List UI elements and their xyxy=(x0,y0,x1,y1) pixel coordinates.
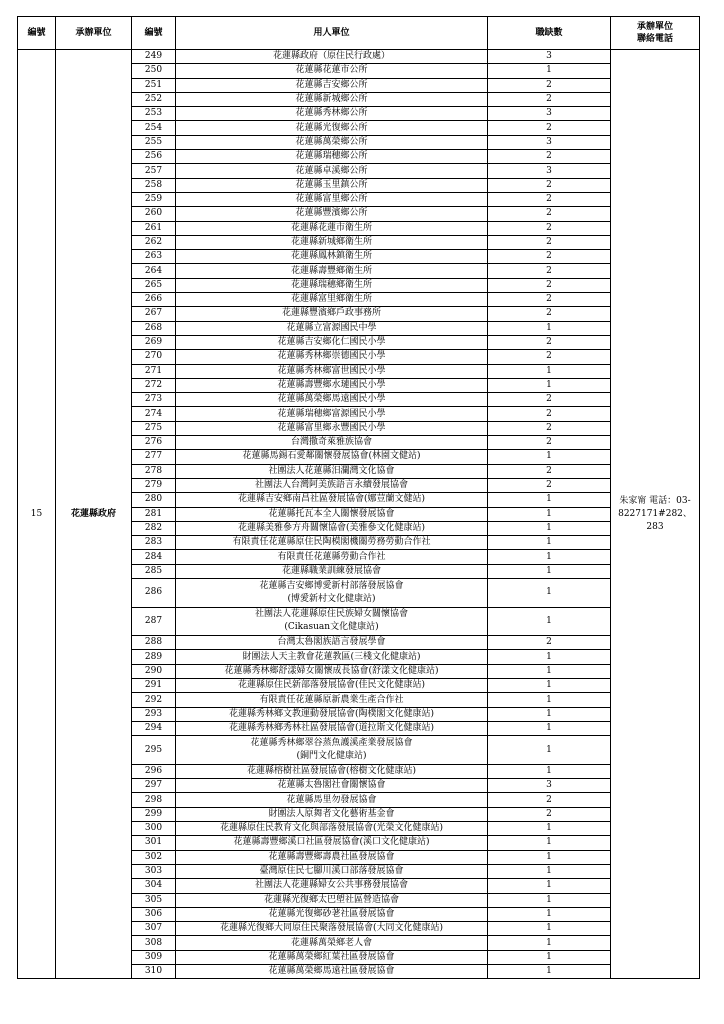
item-number: 277 xyxy=(132,450,176,464)
employer-name-line1: 花蓮縣秀林鄉翠谷蒸魚護溪產業發展協會 xyxy=(250,738,413,749)
item-number: 280 xyxy=(132,493,176,507)
employer-name: 花蓮縣美雅參方舟關懷協會(美雅參文化健康站) xyxy=(176,521,488,535)
vacancy-count: 1 xyxy=(488,922,611,936)
item-number: 301 xyxy=(132,836,176,850)
item-number: 284 xyxy=(132,550,176,564)
employer-name-line2: (博愛新村文化健康站) xyxy=(287,593,376,604)
item-number: 264 xyxy=(132,264,176,278)
employer-name: 社團法人花蓮縣汨瀾灣文化協會 xyxy=(176,464,488,478)
item-number: 289 xyxy=(132,650,176,664)
item-number: 304 xyxy=(132,879,176,893)
vacancy-count: 1 xyxy=(488,607,611,636)
item-number: 250 xyxy=(132,64,176,78)
employer-name-line1: 社團法人花蓮縣原住民族婦女關懷協會 xyxy=(254,609,408,620)
vacancy-count: 2 xyxy=(488,192,611,206)
item-number: 306 xyxy=(132,907,176,921)
vacancy-count: 1 xyxy=(488,664,611,678)
employer-name: 花蓮縣光復鄉大同原住民聚落發展協會(大同文化健康站) xyxy=(176,922,488,936)
employer-name: 花蓮縣秀林鄉崇德國民小學 xyxy=(176,350,488,364)
employer-name: 花蓮縣新城鄉公所 xyxy=(176,92,488,106)
header-no: 編號 xyxy=(18,17,56,50)
employer-name: 財團法人原舞者文化藝術基金會 xyxy=(176,807,488,821)
vacancy-count: 2 xyxy=(488,92,611,106)
item-number: 273 xyxy=(132,393,176,407)
employer-name: 花蓮縣秀林鄉舒漾婦女關懷成長協會(舒漾文化健康站) xyxy=(176,664,488,678)
item-number: 310 xyxy=(132,965,176,979)
vacancy-count: 1 xyxy=(488,907,611,921)
item-number: 251 xyxy=(132,78,176,92)
item-number: 296 xyxy=(132,764,176,778)
item-number: 305 xyxy=(132,893,176,907)
employer-name-line2: (銅門文化健康站) xyxy=(296,751,367,762)
employer-name: 花蓮縣玉里鎮公所 xyxy=(176,178,488,192)
vacancy-count: 1 xyxy=(488,679,611,693)
item-number: 279 xyxy=(132,478,176,492)
vacancy-count: 3 xyxy=(488,779,611,793)
item-number: 256 xyxy=(132,150,176,164)
item-number: 268 xyxy=(132,321,176,335)
employer-name: 花蓮縣萬榮鄉紅葉社區發展協會 xyxy=(176,950,488,964)
vacancy-count: 1 xyxy=(488,893,611,907)
table-header-row xyxy=(18,17,700,50)
vacancy-count: 1 xyxy=(488,721,611,735)
vacancy-count: 2 xyxy=(488,178,611,192)
item-number: 259 xyxy=(132,192,176,206)
header-contact xyxy=(611,17,700,50)
vacancy-count: 2 xyxy=(488,807,611,821)
vacancy-count: 1 xyxy=(488,950,611,964)
vacancy-count: 1 xyxy=(488,564,611,578)
vacancy-count: 1 xyxy=(488,736,611,765)
employer-name: 花蓮縣卓溪鄉公所 xyxy=(176,164,488,178)
employer-name: 有限責任花蓮縣勞動合作社 xyxy=(176,550,488,564)
table-body xyxy=(18,50,700,979)
employer-name: 財團法人天主教會花蓮教區(三棧文化健康站) xyxy=(176,650,488,664)
vacancy-count: 2 xyxy=(488,121,611,135)
vacancy-count: 2 xyxy=(488,235,611,249)
vacancy-count: 1 xyxy=(488,764,611,778)
employer-name-line2: (Cikasuan文化健康站) xyxy=(284,622,379,633)
employer-name: 花蓮縣馬錫石愛鄰關懷發展協會(林園文健站) xyxy=(176,450,488,464)
item-number: 282 xyxy=(132,521,176,535)
vacancy-count: 1 xyxy=(488,936,611,950)
employer-name: 花蓮縣馬里勿發展協會 xyxy=(176,793,488,807)
item-number: 278 xyxy=(132,464,176,478)
vacancy-count: 2 xyxy=(488,636,611,650)
vacancy-count: 1 xyxy=(488,850,611,864)
vacancy-count: 1 xyxy=(488,965,611,979)
employer-name: 花蓮縣瑞穗鄉衛生所 xyxy=(176,278,488,292)
vacancy-count: 3 xyxy=(488,135,611,149)
employer-name: 花蓮縣秀林鄉秀林社區發展協會(道拉斯文化健康站) xyxy=(176,721,488,735)
item-number: 258 xyxy=(132,178,176,192)
employer-name xyxy=(176,578,488,607)
vacancy-count: 2 xyxy=(488,421,611,435)
item-number: 261 xyxy=(132,221,176,235)
vacancy-count: 1 xyxy=(488,493,611,507)
item-number: 249 xyxy=(132,50,176,64)
vacancy-count: 2 xyxy=(488,207,611,221)
employer-name: 花蓮縣花蓮市衛生所 xyxy=(176,221,488,235)
employer-name: 花蓮縣立富源國民中學 xyxy=(176,321,488,335)
employer-name: 花蓮縣壽豐鄉壽農社區發展協會 xyxy=(176,850,488,864)
header-contact-line2: 聯絡電話 xyxy=(636,34,673,44)
vacancy-count: 2 xyxy=(488,335,611,349)
item-number: 257 xyxy=(132,164,176,178)
employer-name: 花蓮縣瑞穗鄉富源國民小學 xyxy=(176,407,488,421)
employer-name: 花蓮縣吉安鄉南昌社區發展協會(娜荳蘭文健站) xyxy=(176,493,488,507)
vacancy-count: 3 xyxy=(488,164,611,178)
contact-info: 朱家甯 電話：03-8227171#282、283 xyxy=(611,50,700,979)
vacancy-count: 2 xyxy=(488,221,611,235)
employer-name: 花蓮縣瑞穗鄉公所 xyxy=(176,150,488,164)
vacancy-count: 1 xyxy=(488,693,611,707)
employer-name: 花蓮縣萬榮鄉公所 xyxy=(176,135,488,149)
table-row xyxy=(18,50,700,64)
employer-name: 社團法人台灣阿美族語言永續發展協會 xyxy=(176,478,488,492)
employer-name: 花蓮縣花蓮市公所 xyxy=(176,64,488,78)
vacancy-count: 2 xyxy=(488,478,611,492)
employer-name: 花蓮縣政府（原住民行政處） xyxy=(176,50,488,64)
item-number: 286 xyxy=(132,578,176,607)
vacancy-count: 2 xyxy=(488,250,611,264)
employer-name: 花蓮縣秀林鄉文教運動發展協會(陶樸閣文化健康站) xyxy=(176,707,488,721)
vacancy-count: 2 xyxy=(488,278,611,292)
employer-name: 花蓮縣鳳林鎮衛生所 xyxy=(176,250,488,264)
item-number: 292 xyxy=(132,693,176,707)
employer-name: 花蓮縣光復鄉太巴塱社區營造協會 xyxy=(176,893,488,907)
employer-name: 花蓮縣壽豐鄉溪口社區發展協會(溪口文化健康站) xyxy=(176,836,488,850)
employer-name: 台灣撒奇萊雅族協會 xyxy=(176,436,488,450)
vacancy-count: 2 xyxy=(488,407,611,421)
employer-name: 花蓮縣秀林鄉富世國民小學 xyxy=(176,364,488,378)
employer-name: 社團法人花蓮縣婦女公共事務發展協會 xyxy=(176,879,488,893)
group-number: 15 xyxy=(18,50,56,979)
employer-name: 花蓮縣原住民新部落發展協會(佳民文化健康站) xyxy=(176,679,488,693)
employer-name: 臺灣原住民七腳川溪口部落發展協會 xyxy=(176,864,488,878)
host-unit-name: 花蓮縣政府 xyxy=(56,50,132,979)
vacancy-count: 1 xyxy=(488,864,611,878)
employer-name: 花蓮縣富里鄉公所 xyxy=(176,192,488,206)
employer-name: 花蓮縣富里鄉永豐國民小學 xyxy=(176,421,488,435)
item-number: 255 xyxy=(132,135,176,149)
item-number: 291 xyxy=(132,679,176,693)
vacancy-count: 2 xyxy=(488,464,611,478)
vacancy-count: 3 xyxy=(488,107,611,121)
item-number: 297 xyxy=(132,779,176,793)
item-number: 300 xyxy=(132,822,176,836)
item-number: 269 xyxy=(132,335,176,349)
employer-name: 花蓮縣壽豐鄉水璉國民小學 xyxy=(176,378,488,392)
employer-name: 花蓮縣吉安鄉化仁國民小學 xyxy=(176,335,488,349)
vacancy-count: 1 xyxy=(488,550,611,564)
vacancy-count: 1 xyxy=(488,536,611,550)
header-vacancies: 職缺數 xyxy=(488,17,611,50)
vacancy-count: 1 xyxy=(488,650,611,664)
item-number: 267 xyxy=(132,307,176,321)
vacancy-count: 1 xyxy=(488,707,611,721)
employer-name: 台灣太魯閣族語言發展學會 xyxy=(176,636,488,650)
item-number: 307 xyxy=(132,922,176,936)
vacancy-count: 1 xyxy=(488,450,611,464)
item-number: 299 xyxy=(132,807,176,821)
header-item-no: 編號 xyxy=(132,17,176,50)
item-number: 254 xyxy=(132,121,176,135)
employer-name-line1: 花蓮縣吉安鄉博愛新村部落發展協會 xyxy=(259,580,404,591)
vacancy-count: 1 xyxy=(488,378,611,392)
vacancy-count: 2 xyxy=(488,264,611,278)
employer-name: 有限責任花蓮縣原新農業生產合作社 xyxy=(176,693,488,707)
vacancy-count: 2 xyxy=(488,78,611,92)
vacancy-count: 1 xyxy=(488,879,611,893)
employer-name: 花蓮縣榕樹社區發展協會(榕樹文化健康站) xyxy=(176,764,488,778)
item-number: 298 xyxy=(132,793,176,807)
item-number: 295 xyxy=(132,736,176,765)
vacancy-count: 1 xyxy=(488,64,611,78)
item-number: 272 xyxy=(132,378,176,392)
employer-name: 花蓮縣原住民教育文化與部落發展協會(光榮文化健康站) xyxy=(176,822,488,836)
item-number: 276 xyxy=(132,436,176,450)
vacancy-count: 1 xyxy=(488,321,611,335)
vacancy-count: 1 xyxy=(488,822,611,836)
employer-name: 花蓮縣萬榮鄉馬遠社區發展協會 xyxy=(176,965,488,979)
employer-name: 花蓮縣吉安鄉公所 xyxy=(176,78,488,92)
vacancy-count: 2 xyxy=(488,150,611,164)
item-number: 303 xyxy=(132,864,176,878)
item-number: 288 xyxy=(132,636,176,650)
employer-name: 花蓮縣豐濱鄉公所 xyxy=(176,207,488,221)
item-number: 285 xyxy=(132,564,176,578)
vacancy-count: 2 xyxy=(488,793,611,807)
item-number: 283 xyxy=(132,536,176,550)
item-number: 275 xyxy=(132,421,176,435)
vacancy-count: 1 xyxy=(488,507,611,521)
item-number: 287 xyxy=(132,607,176,636)
employer-name: 花蓮縣托瓦本全人關懷發展協會 xyxy=(176,507,488,521)
employer-name: 花蓮縣新城鄉衛生所 xyxy=(176,235,488,249)
employer-name: 花蓮縣太魯閣社會關懷協會 xyxy=(176,779,488,793)
item-number: 265 xyxy=(132,278,176,292)
item-number: 270 xyxy=(132,350,176,364)
vacancy-count: 2 xyxy=(488,436,611,450)
item-number: 263 xyxy=(132,250,176,264)
vacancy-count: 1 xyxy=(488,578,611,607)
item-number: 260 xyxy=(132,207,176,221)
item-number: 294 xyxy=(132,721,176,735)
employer-name: 花蓮縣萬榮鄉老人會 xyxy=(176,936,488,950)
employer-name xyxy=(176,607,488,636)
employer-name: 花蓮縣光復鄉公所 xyxy=(176,121,488,135)
employer-name: 花蓮縣光復鄉砂荖社區發展協會 xyxy=(176,907,488,921)
employer-name: 花蓮縣職業訓練發展協會 xyxy=(176,564,488,578)
item-number: 290 xyxy=(132,664,176,678)
employer-name: 花蓮縣壽豐鄉衛生所 xyxy=(176,264,488,278)
employer-name: 花蓮縣萬榮鄉馬遠國民小學 xyxy=(176,393,488,407)
item-number: 253 xyxy=(132,107,176,121)
item-number: 281 xyxy=(132,507,176,521)
employer-name: 花蓮縣豐濱鄉戶政事務所 xyxy=(176,307,488,321)
item-number: 293 xyxy=(132,707,176,721)
vacancy-table xyxy=(17,16,700,979)
employer-name xyxy=(176,736,488,765)
vacancy-count: 2 xyxy=(488,307,611,321)
item-number: 302 xyxy=(132,850,176,864)
item-number: 266 xyxy=(132,293,176,307)
vacancy-count: 1 xyxy=(488,521,611,535)
vacancy-count: 3 xyxy=(488,50,611,64)
vacancy-count: 2 xyxy=(488,393,611,407)
item-number: 309 xyxy=(132,950,176,964)
employer-name: 有限責任花蓮縣原住民陶模閣機關勞務勞動合作社 xyxy=(176,536,488,550)
vacancy-count: 1 xyxy=(488,364,611,378)
item-number: 271 xyxy=(132,364,176,378)
header-employer: 用人單位 xyxy=(176,17,488,50)
employer-name: 花蓮縣秀林鄉公所 xyxy=(176,107,488,121)
header-host-unit: 承辦單位 xyxy=(56,17,132,50)
item-number: 262 xyxy=(132,235,176,249)
item-number: 308 xyxy=(132,936,176,950)
header-contact-line1: 承辦單位 xyxy=(636,22,673,32)
employer-name: 花蓮縣富里鄉衛生所 xyxy=(176,293,488,307)
item-number: 252 xyxy=(132,92,176,106)
vacancy-count: 1 xyxy=(488,836,611,850)
vacancy-count: 2 xyxy=(488,293,611,307)
item-number: 274 xyxy=(132,407,176,421)
vacancy-count: 2 xyxy=(488,350,611,364)
